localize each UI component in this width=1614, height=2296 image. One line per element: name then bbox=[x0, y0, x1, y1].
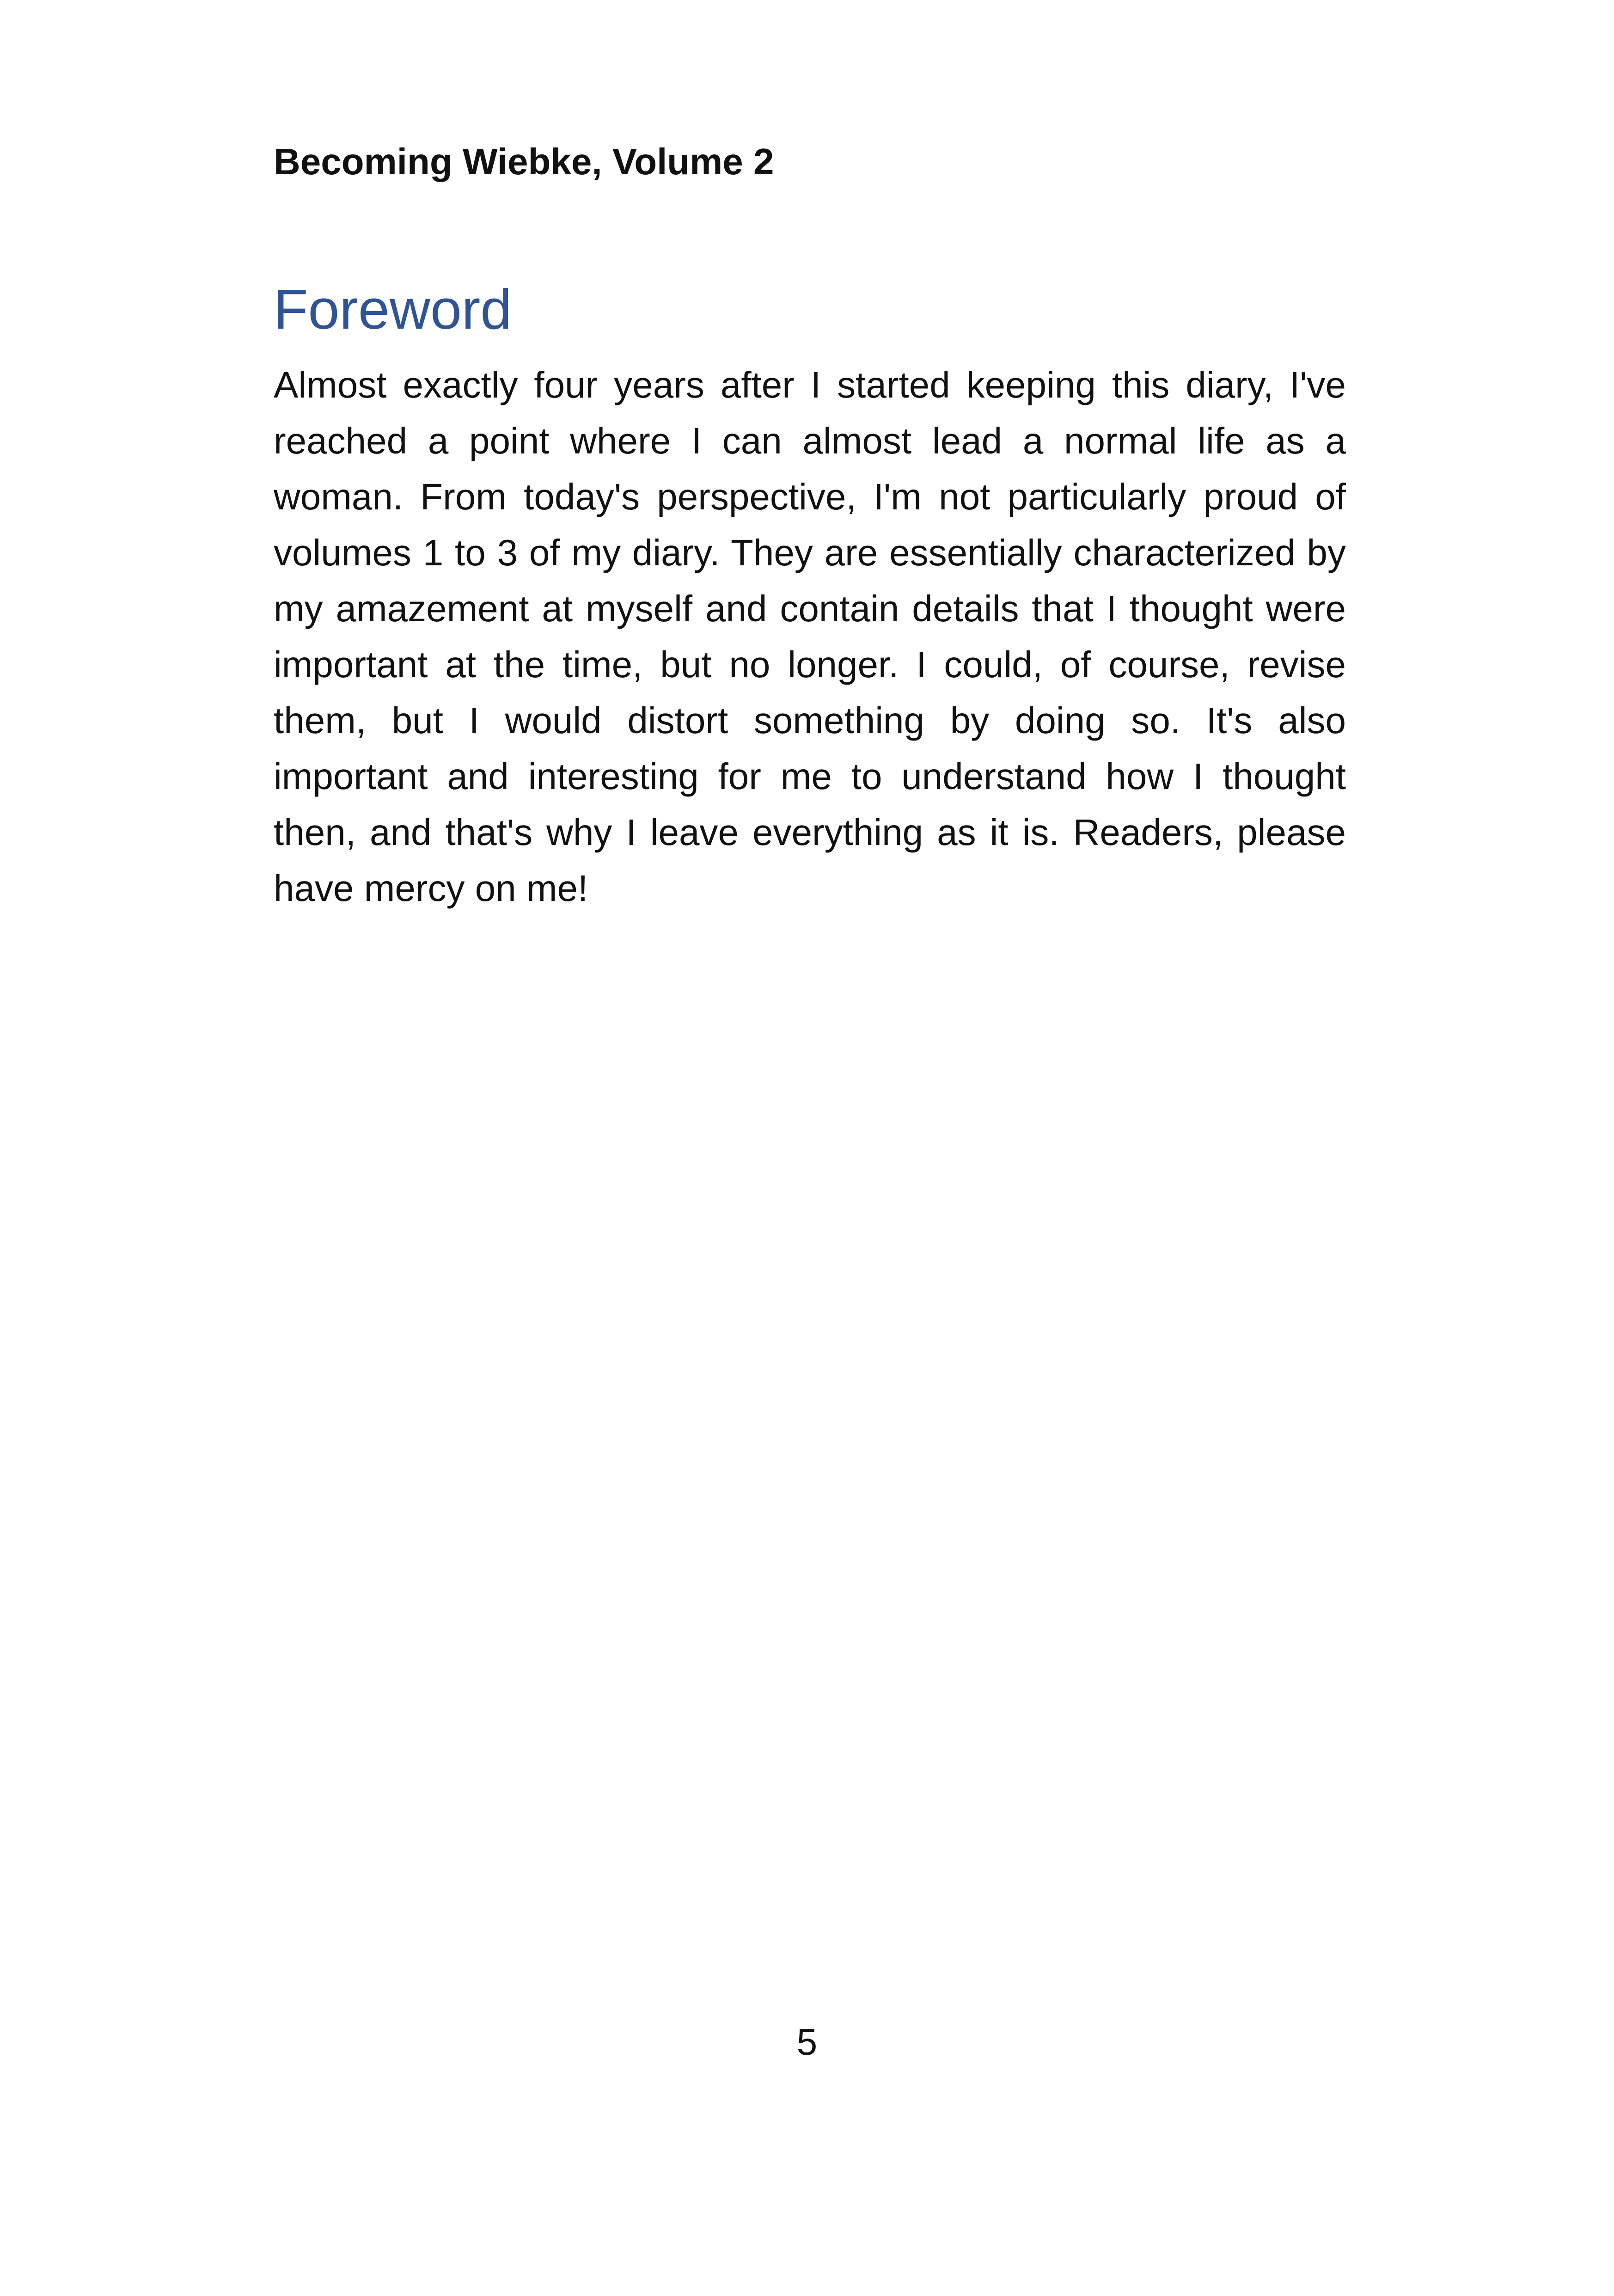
page-number: 5 bbox=[796, 2021, 818, 2063]
running-header: Becoming Wiebke, Volume 2 bbox=[274, 141, 774, 182]
body-paragraph: Almost exactly four years after I started keeping this diary, I've reached a point where I can almost lead a normal life as a woman. From today's perspective, I'm not particularly proud of volumes 1 to 3 of my diary. They are essentially characterized by my amazement at myself and contain details that I thought were important at the time, but no longer. I could, of course, revise them, but I would distort something by doing so. It's also important and interesting for me to understand how I thought then, and that's why I leave everything as it is. Readers, please have mercy on me! bbox=[274, 364, 1346, 909]
chapter-heading: Foreword bbox=[274, 278, 512, 341]
